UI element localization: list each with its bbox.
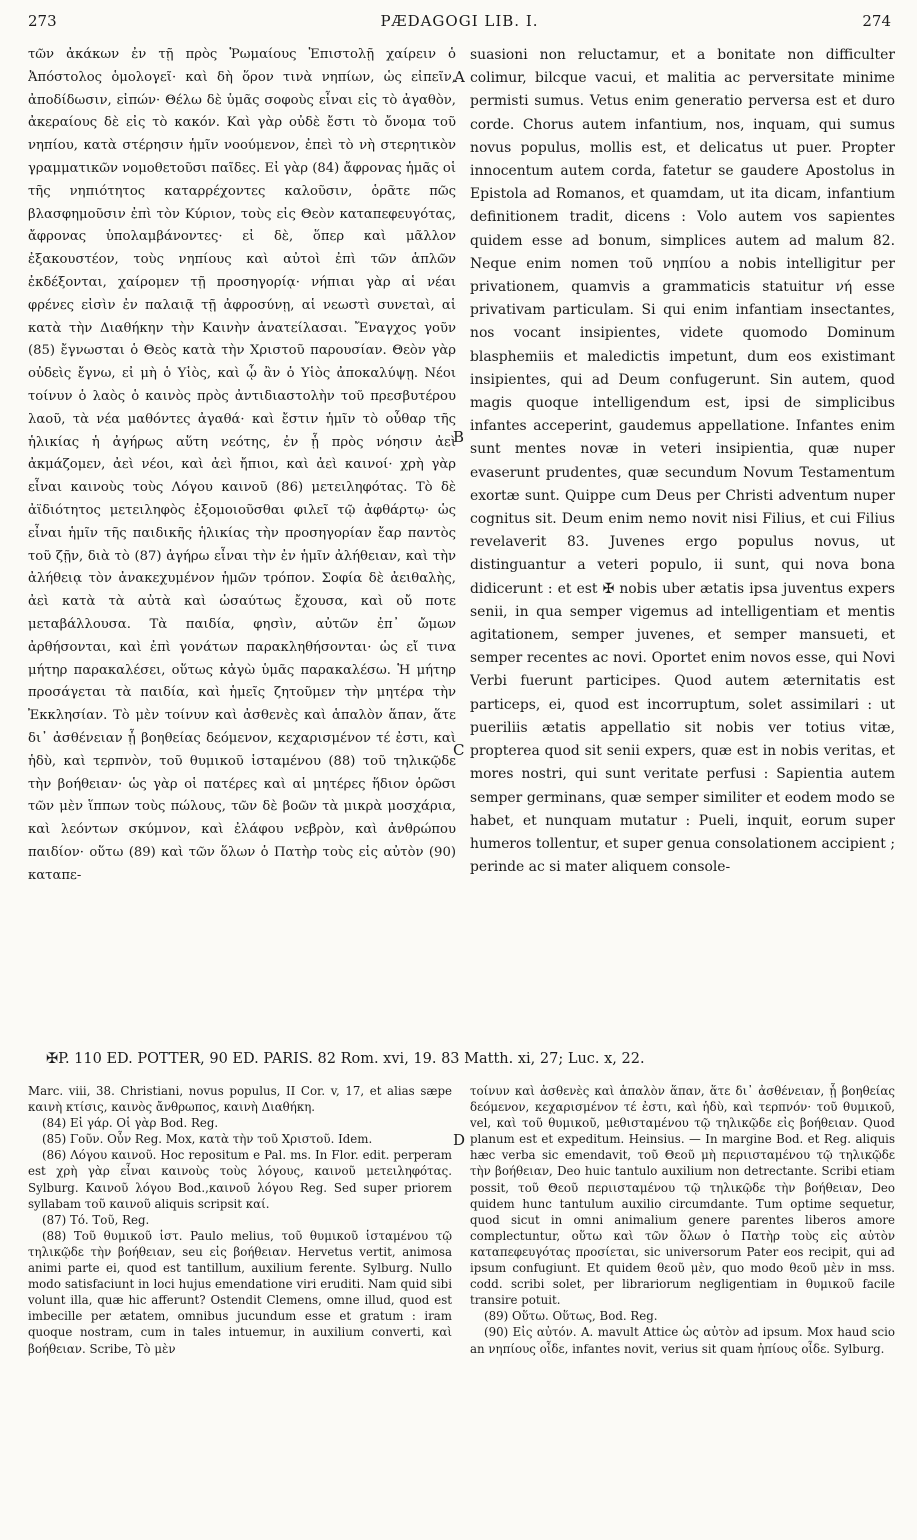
greek-column bbox=[28, 44, 456, 1048]
greek-text: τῶν ἀκάκων ἐν τῇ πρὸς Ῥωμαίους Ἐπιστολῇ χαίρειν ὁ Ἀπόστολος ὁμολογεῖ· καὶ δὴ ὅρον τινὰ νηπίων, ὡς εἰπεῖν, ἀποδίδωσιν, εἰπών· Θέλω δὲ ὑμᾶς σοφοὺς εἶναι εἰς τὸ ἀγαθὸν, ἀκεραίους δὲ εἰς τὸ κακόν. Καὶ γὰρ οὐδὲ ἔστι τὸ ὄνομα τοῦ νηπίου, κατὰ στέρησιν ἡμῖν νοούμενον, ἐπεὶ τὸ νὴ στερητικὸν γραμματικῶν νομοθετοῦσι παῖδες. Εἰ γὰρ (84) ἄφρονας ἡμᾶς οἱ τῆς νηπιότητος καταρρέχοντες καλοῦσιν, ὁρᾶτε πῶς βλασφημοῦσιν ἐπὶ τὸν Κύριον, τοὺς εἰς Θεὸν καταπεφευγότας, ἄφρονας ὑπολαμβάνοντες· εἰ δὲ, ὅπερ καὶ μᾶλλον ἐξακουστέον, τοὺς νηπίους καὶ αὐτοὶ ἐπὶ τῶν ἁπλῶν ἐκδέξονται, χαίρομεν τῇ προσηγορίᾳ· νήπιαι γὰρ αἱ νέαι φρένες εἰσὶν ἐν παλαιᾷ τῇ ἀφροσύνῃ, αἱ νεωστὶ συνεταὶ, αἱ κατὰ τὴν Διαθήκην τὴν Καινὴν ἀνατείλασαι. Ἔναγχος γοῦν (85) ἔγνωσται ὁ Θεὸς κατὰ τὴν Χριστοῦ παρουσίαν. Θεὸν γὰρ οὐδεὶς ἔγνω, εἰ μὴ ὁ Υἱὸς, καὶ ᾧ ἂν ὁ Υἱὸς ἀποκαλύψῃ. Νέοι τοίνυν ὁ λαὸς ὁ καινὸς πρὸς ἀντιδιαστολὴν τοῦ πρεσβυτέρου λαοῦ, τὰ νέα μαθόντες ἀγαθά· καὶ ἔστιν ἡμῖν τὸ οὖθαρ τῆς ἡλικίας ἡ ἀγήρως αὕτη νεότης, ἐν ᾗ πρὸς νόησιν ἀεὶ ἀκμάζομεν, ἀεὶ νέοι, καὶ ἀεὶ ἤπιοι, καὶ ἀεὶ καινοί· χρὴ γὰρ εἶναι καινοὺς τοὺς Λόγου καινοῦ (86) μετειληφότας. Τὸ δὲ ἀϊδιότητος μετειληφὸς ἐξομοιοῦσθαι φιλεῖ τῷ ἀφθάρτῳ· ὡς εἶναι ἡμῖν τῆς παιδικῆς ἡλικίας τὴν προσηγορίαν ἔαρ παντὸς τοῦ ζῇν, διὰ τὸ (87) ἀγήρω εἶναι τὴν ἐν ἡμῖν ἀλήθειαν, καὶ τὴν ἀλήθειᾳ τὸν ἀνακεχυμένον ἡμῶν τρόπον. Σοφία δὲ ἀειθαλὴς, ἀεὶ κατὰ τὰ αὐτὰ καὶ ὡσαύτως ἔχουσα, καὶ οὔ ποτε μεταβάλλουσα. Τὰ παιδία, φησὶν, αὐτῶν ἐπ᾽ ὤμων ἀρθήσονται, καὶ ἐπὶ γονάτων παρακληθήσονται· ὡς εἴ τινα μήτηρ παρακαλέσει, οὕτως κἀγὼ ὑμᾶς παρακαλέσω. Ἡ μήτηρ προσάγεται τὰ παιδία, καὶ ἡμεῖς ζητοῦμεν τὴν μητέρα τὴν Ἐκκλησίαν. Τὸ μὲν τοίνυν καὶ ἀσθενὲς καὶ ἁπαλὸν ἅπαν, ἅτε δι᾽ ἀσθένειαν ᾗ βοηθείας δεόμενον, κεχαρισμένον τέ ἐστι, καὶ ἡδὺ, καὶ τερπνὸν, τοῦ θυμικοῦ ἱσταμένου (88) τοῦ τηλικῷδε τὴν βοήθειαν· ὡς γὰρ οἱ πατέρες καὶ αἱ μητέρες ἥδιον ὁρῶσι τῶν μὲν ἵππων τοὺς πώλους, τῶν δὲ βοῶν τὰ μικρὰ μοσχάρια, καὶ λεόντων σκύμνον, καὶ ἐλάφου νεβρὸν, καὶ ἀνθρώπου παιδίον· οὕτω (89) καὶ τῶν ὅλων ὁ Πατὴρ τοὺς εἰς αὐτὸν (90) καταπε- bbox=[28, 47, 456, 883]
page-number-left: 273 bbox=[28, 12, 57, 30]
latin-text: suasioni non reluctamur, et a bonitate non difficulter colimur, bilcque vacui, et malitia ac perversitate minime permisti sumus. Vetus enim generatio perversa est et duro corde. Chorus autem infantium, nos, inquam, qui sumus novus populus, mollis est, et delicatus ut puer. Propter innocentum autem corda, fatetur se gaudere Apostolus in Epistola ad Romanos, et quamdam, ut ita dicam, infantium definitionem tradit, dicens : Volo autem vos sapientes quidem esse ad bonum, simplices autem ad malum 82. Neque enim nomen τοῦ νηπίου a nobis intelligitur per privationem, quamvis a grammaticis statuitur νή esse privativam particulam. Si qui enim infantiam insectantes, nos vocant insipientes, videte quomodo Dominum blasphemiis et maledictis impetunt, dum eos existimant insipientes, qui ad Deum confugerunt. Sin autem, quod magis quoque intelligendum est, ipsi de simplicibus infantes acceperint, gaudemus appellatione. Infantes enim sunt mentes novæ in veteri insipientia, quæ nuper evaserunt prudentes, quæ secundum Novum Testamentum exortæ sunt. Quippe cum Deus per Christi adventum nuper cognitus sit. Deum enim nemo novit nisi Filius, et cui Filius revelaverit 83. Juvenes ergo populus novus, ut distinguantur a veteri populo, ii sunt, qui nova bona didicerunt : et est ✠ nobis uber ætatis ipsa juventus expers senii, in qua semper vigemus ad intelligentiam et mentis agitationem, semper juvenes, et semper mansueti, et semper recentes ac novi. Oportet enim novos esse, qui Novi Verbi fuerunt participes. Quod autem æternitatis est particeps, ei, quod est incorruptum, solet assimilari : ut pueriliis ætatis appellatio sit nobis ver totius vitæ, propterea quod sit senii expers, quæ est in nobis veritas, et mores nostri, qui sunt veritate perfusi : Sapientia autem semper germinans, quæ semper similiter et eodem modo se habet, et nunquam mutatur : Pueli, inquit, eorum super humeros tollentur, et super genua consolationem accipient ; perinde ac si mater aliquem console- bbox=[470, 47, 895, 876]
note-paragraph: (85) Γοῦν. Οὖν Reg. Mox, κατὰ τὴν τοῦ Χριστοῦ. Idem. bbox=[42, 1132, 373, 1147]
margin-letter-a: A bbox=[454, 68, 465, 86]
page-number-right: 274 bbox=[862, 12, 891, 30]
margin-letter-d: D bbox=[453, 1131, 466, 1149]
running-header bbox=[28, 12, 891, 38]
note-paragraph: (86) Λόγου καινοῦ. Hoc repositum e Pal. ms. In Flor. edit. perperam est χρὴ γὰρ εἶναι καινοὺς τοὺς λόγους, καινοῦ μετειληφότας. Sylburg. Καινοῦ λόγου Bod.,καινοῦ λόγου Reg. Sed super priorem syllabam τοῦ καινοῦ aliquis scripsit καί. bbox=[28, 1148, 452, 1211]
note-paragraph: (90) Εἰς αὐτόν. A. mavult Attice ὡς αὐτὸν ad ipsum. Mox haud scio an νηπίους οἶδε, infantes novit, verius sit quam ἠπίους οἶδε. Sylburg. bbox=[470, 1325, 895, 1356]
margin-letter-c: C bbox=[453, 741, 465, 759]
notes-left-column bbox=[28, 1083, 452, 1528]
notes-right-column bbox=[470, 1083, 895, 1528]
note-paragraph: (88) Τοῦ θυμικοῦ ἱστ. Paulo melius, τοῦ θυμικοῦ ἱσταμένου τῷ τηλικῷδε τὴν βοήθειαν, seu εἰς βοήθειαν. Hervetus vertit, animosa animi parte ei, quod est tantillum, auxilium ferente. Sylburg. Nullo modo satisfaciunt in loci hujus emendatione viri eruditi. Nam quid sibi volunt illa, quæ hic afferunt? Ostendit Clemens, omne illud, quod est imbecille per ætatem, omnibus jucundum esse et gratum : iram quoque nostram, cum in tales intuemur, in auxilium converti, καὶ βοήθειαν. Scribe, Τὸ μὲν bbox=[28, 1228, 452, 1356]
note-paragraph: (89) Οὕτω. Οὕτως, Bod. Reg. bbox=[484, 1309, 658, 1324]
note-paragraph: (87) Τό. Τοῦ, Reg. bbox=[42, 1212, 150, 1227]
margin-letter-b: B bbox=[453, 428, 465, 446]
note-paragraph: τοίνυν καὶ ἀσθενὲς καὶ ἁπαλὸν ἅπαν, ἅτε δι᾽ ἀσθένειαν, ᾗ βοηθείας δεόμενον, κεχαρισμένον τέ ἐστι, καὶ ἡδὺ, καὶ τερπνόν· τοῦ θυμικοῦ, vel, καὶ τοῦ θυμικοῦ, μεθισταμένου τῷ τηλικῷδε εἰς βοήθειαν. Quod planum est et expeditum. Heinsius. — In margine Bod. et Reg. aliquis hæc verba sic emendavit, τοῦ Θεοῦ μὴ περιισταμένου τῷ τηλικῷδε τὴν βοήθειαν, Deo huic tantulo auxilium non detrectante. Scribi etiam possit, τοῦ Θεοῦ περιισταμένου τῷ τηλικῷδε τὴν βοήθειαν, Deo quidem hunc tantulum auxilio circumdante. Tum optime sequetur, quod sicut in omni animalium genere parentes liberos amore complectuntur, οὕτω καὶ τῶν ὅλων ὁ Πατὴρ τοὺς εἰς αὐτὸν καταπεφευγότας προσίεται, sic universorum Pater eos recipit, qui ad ipsum confugiunt. Et quidem θεοῦ μὲν, quo modo θεοῦ μὲν in mss. codd. scribi solet, per librariorum negligentiam in θυμικοῦ facile transire potuit. bbox=[470, 1084, 895, 1308]
note-paragraph: (84) Εἰ γάρ. Οἱ γὰρ Bod. Reg. bbox=[42, 1116, 219, 1131]
running-title: PÆDAGOGI LIB. I. bbox=[380, 12, 539, 30]
latin-column bbox=[470, 44, 895, 1048]
note-paragraph: Marc. viii, 38. Christiani, novus populus, II Cor. v, 17, et alias sæpe καινὴ κτίσις, καινὸς ἄνθρωπος, καινὴ Διαθήκη. bbox=[28, 1084, 452, 1115]
edition-footnote: ✠P. 110 ED. POTTER, 90 ED. PARIS. 82 Rom. xvi, 19. 83 Matth. xi, 27; Luc. x, 22. bbox=[46, 1051, 645, 1067]
